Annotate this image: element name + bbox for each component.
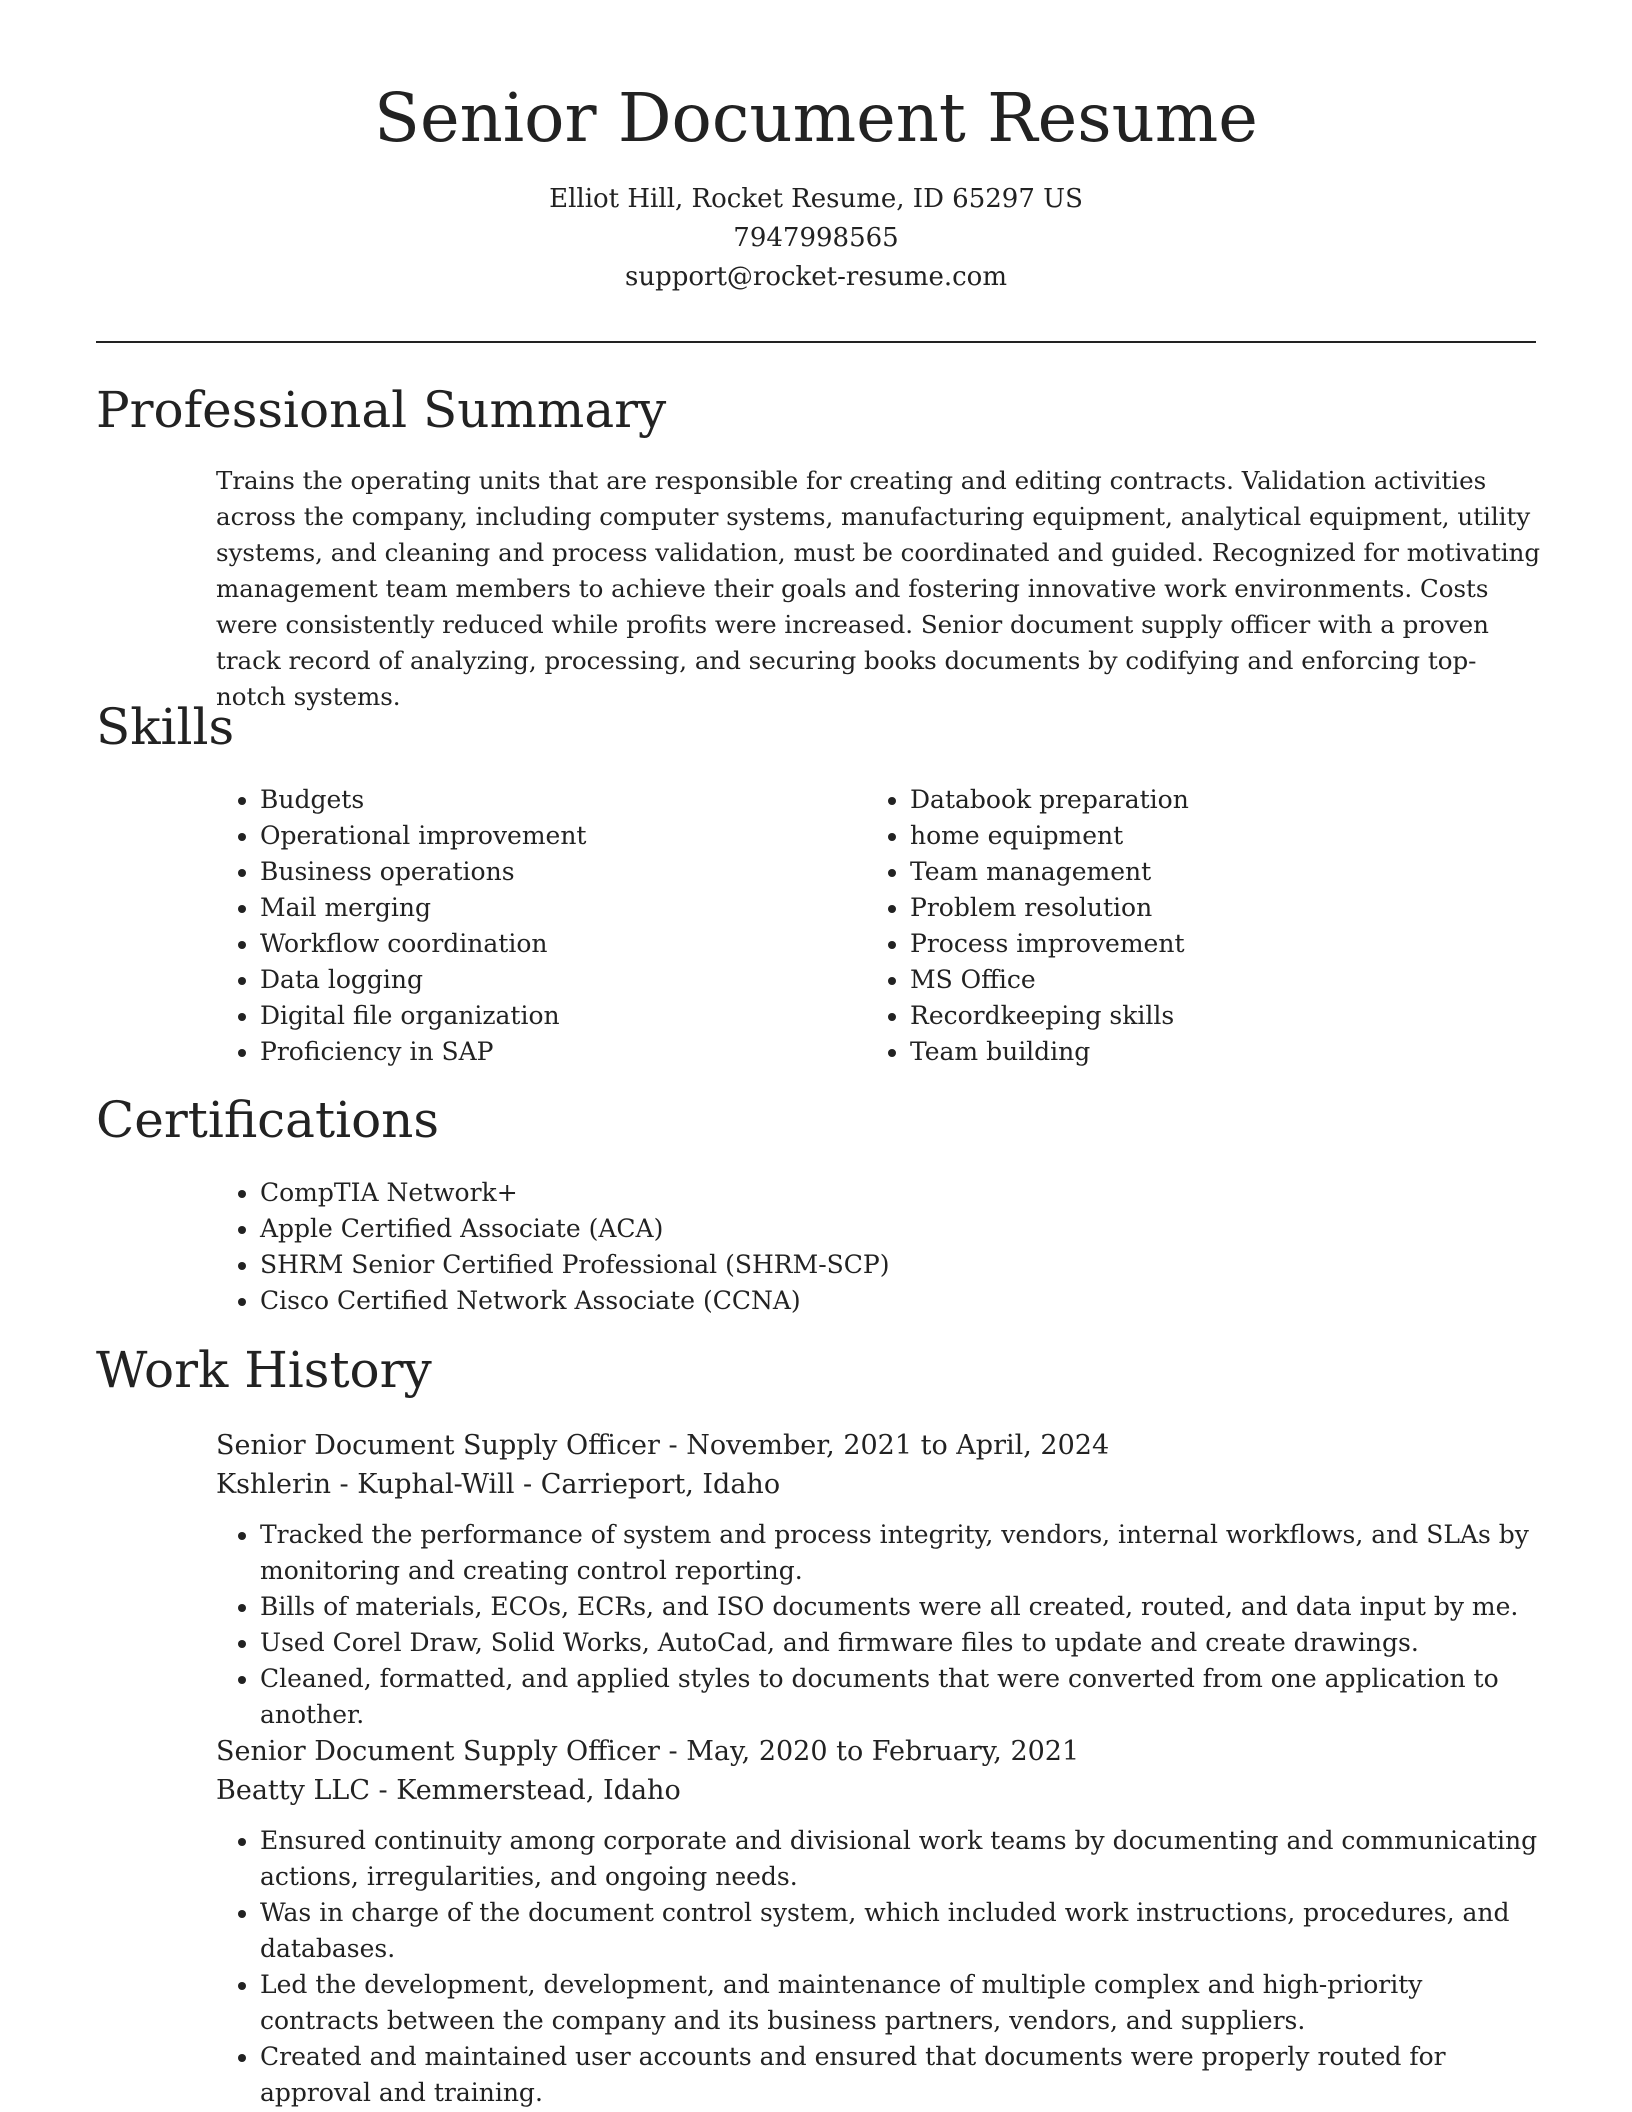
- skill-item: • Databook preparation: [910, 782, 1466, 818]
- contact-email: support@rocket-resume.com: [624, 262, 1007, 293]
- job-bullet-list: [216, 1517, 1546, 1733]
- job-dates: - May, 2020 to February, 2021: [659, 1736, 1080, 1767]
- skill-item: • Digital file organization: [260, 998, 816, 1034]
- skill-item: • Workflow coordination: [260, 926, 816, 962]
- job-bullet: • Used Corel Draw, Solid Works, AutoCad, and firmware files to update and create drawings.: [260, 1625, 1546, 1661]
- resume-header: [0, 78, 1632, 297]
- job-title-line: [216, 1732, 1546, 1771]
- job-bullet: • Created and maintained user accounts and ensured that documents were properly routed for approval and training.: [260, 2039, 1546, 2111]
- job-company: Kshlerin - Kuphal-Will - Carrieport, Idaho: [216, 1469, 781, 1500]
- contact-phone: 7947998565: [733, 223, 899, 254]
- job-dates: - November, 2021 to April, 2024: [659, 1430, 1110, 1461]
- job-company: Beatty LLC - Kemmerstead, Idaho: [216, 1775, 681, 1806]
- job-entry: [216, 1732, 1546, 2111]
- certification-item: • SHRM Senior Certified Professional (SHRM-SCP): [260, 1247, 1316, 1283]
- skill-item: • Proficiency in SAP: [260, 1034, 816, 1070]
- skill-item: • Team building: [910, 1034, 1466, 1070]
- contact-address: Elliot Hill, Rocket Resume, ID 65297 US: [549, 184, 1083, 215]
- header-divider: [96, 341, 1536, 343]
- job-title-line: [216, 1426, 1546, 1465]
- skill-item: • Budgets: [260, 782, 816, 818]
- job-bullet-list: [216, 1823, 1546, 2111]
- skill-item: • Mail merging: [260, 890, 816, 926]
- contact-info: [0, 180, 1632, 297]
- job-bullet: • Bills of materials, ECOs, ECRs, and ISO documents were all created, routed, and data input by me.: [260, 1589, 1546, 1625]
- work-history-heading: Work History: [96, 1341, 432, 1399]
- skill-item: • Problem resolution: [910, 890, 1466, 926]
- job-bullet: • Ensured continuity among corporate and divisional work teams by documenting and communicating actions, irregularities, and ongoing needs.: [260, 1823, 1546, 1895]
- certification-item: • Cisco Certified Network Associate (CCNA): [260, 1283, 1316, 1319]
- job-entry: [216, 1426, 1546, 1733]
- skill-item: • Process improvement: [910, 926, 1466, 962]
- certification-item: • CompTIA Network+: [260, 1175, 1316, 1211]
- certifications-heading: Certifications: [96, 1091, 440, 1149]
- skill-item: • Recordkeeping skills: [910, 998, 1466, 1034]
- resume-title: Senior Document Resume: [374, 79, 1258, 157]
- skill-item: • Data logging: [260, 962, 816, 998]
- skill-item: • Business operations: [260, 854, 816, 890]
- job-bullet: • Cleaned, formatted, and applied styles to documents that were converted from one application to another.: [260, 1661, 1546, 1733]
- job-title: Senior Document Supply Officer: [216, 1736, 660, 1767]
- skill-item: • home equipment: [910, 818, 1466, 854]
- skill-item: • Operational improvement: [260, 818, 816, 854]
- skill-item: • Team management: [910, 854, 1466, 890]
- certifications-list: [216, 1175, 1316, 1319]
- skills-column-left: [216, 782, 816, 1070]
- summary-heading: Professional Summary: [96, 381, 667, 439]
- skills-column-right: [866, 782, 1466, 1070]
- skill-item: • MS Office: [910, 962, 1466, 998]
- certification-item: • Apple Certified Associate (ACA): [260, 1211, 1316, 1247]
- job-bullet: • Tracked the performance of system and process integrity, vendors, internal workflows, and SLAs by monitoring and creating control reporting.: [260, 1517, 1546, 1589]
- job-title: Senior Document Supply Officer: [216, 1430, 660, 1461]
- summary-text: Trains the operating units that are responsible for creating and editing contracts. Validation activities across the company, including computer systems, manufacturing equipment, analytical equipment, utility systems, and cleaning and process validation, must be coordinated and guided. Recognized for motivating management team members to achieve their goals and fostering innovative work environments. Costs were consistently reduced while profits were increased. Senior document supply officer with a proven track record of analyzing, processing, and securing books documents by codifying and enforcing top-notch systems.: [216, 466, 1541, 711]
- job-bullet: • Was in charge of the document control system, which included work instructions, procedures, and databases.: [260, 1895, 1546, 1967]
- skills-heading: Skills: [96, 698, 235, 756]
- job-bullet: • Led the development, development, and maintenance of multiple complex and high-priority contracts between the company and its business partners, vendors, and suppliers.: [260, 1967, 1546, 2039]
